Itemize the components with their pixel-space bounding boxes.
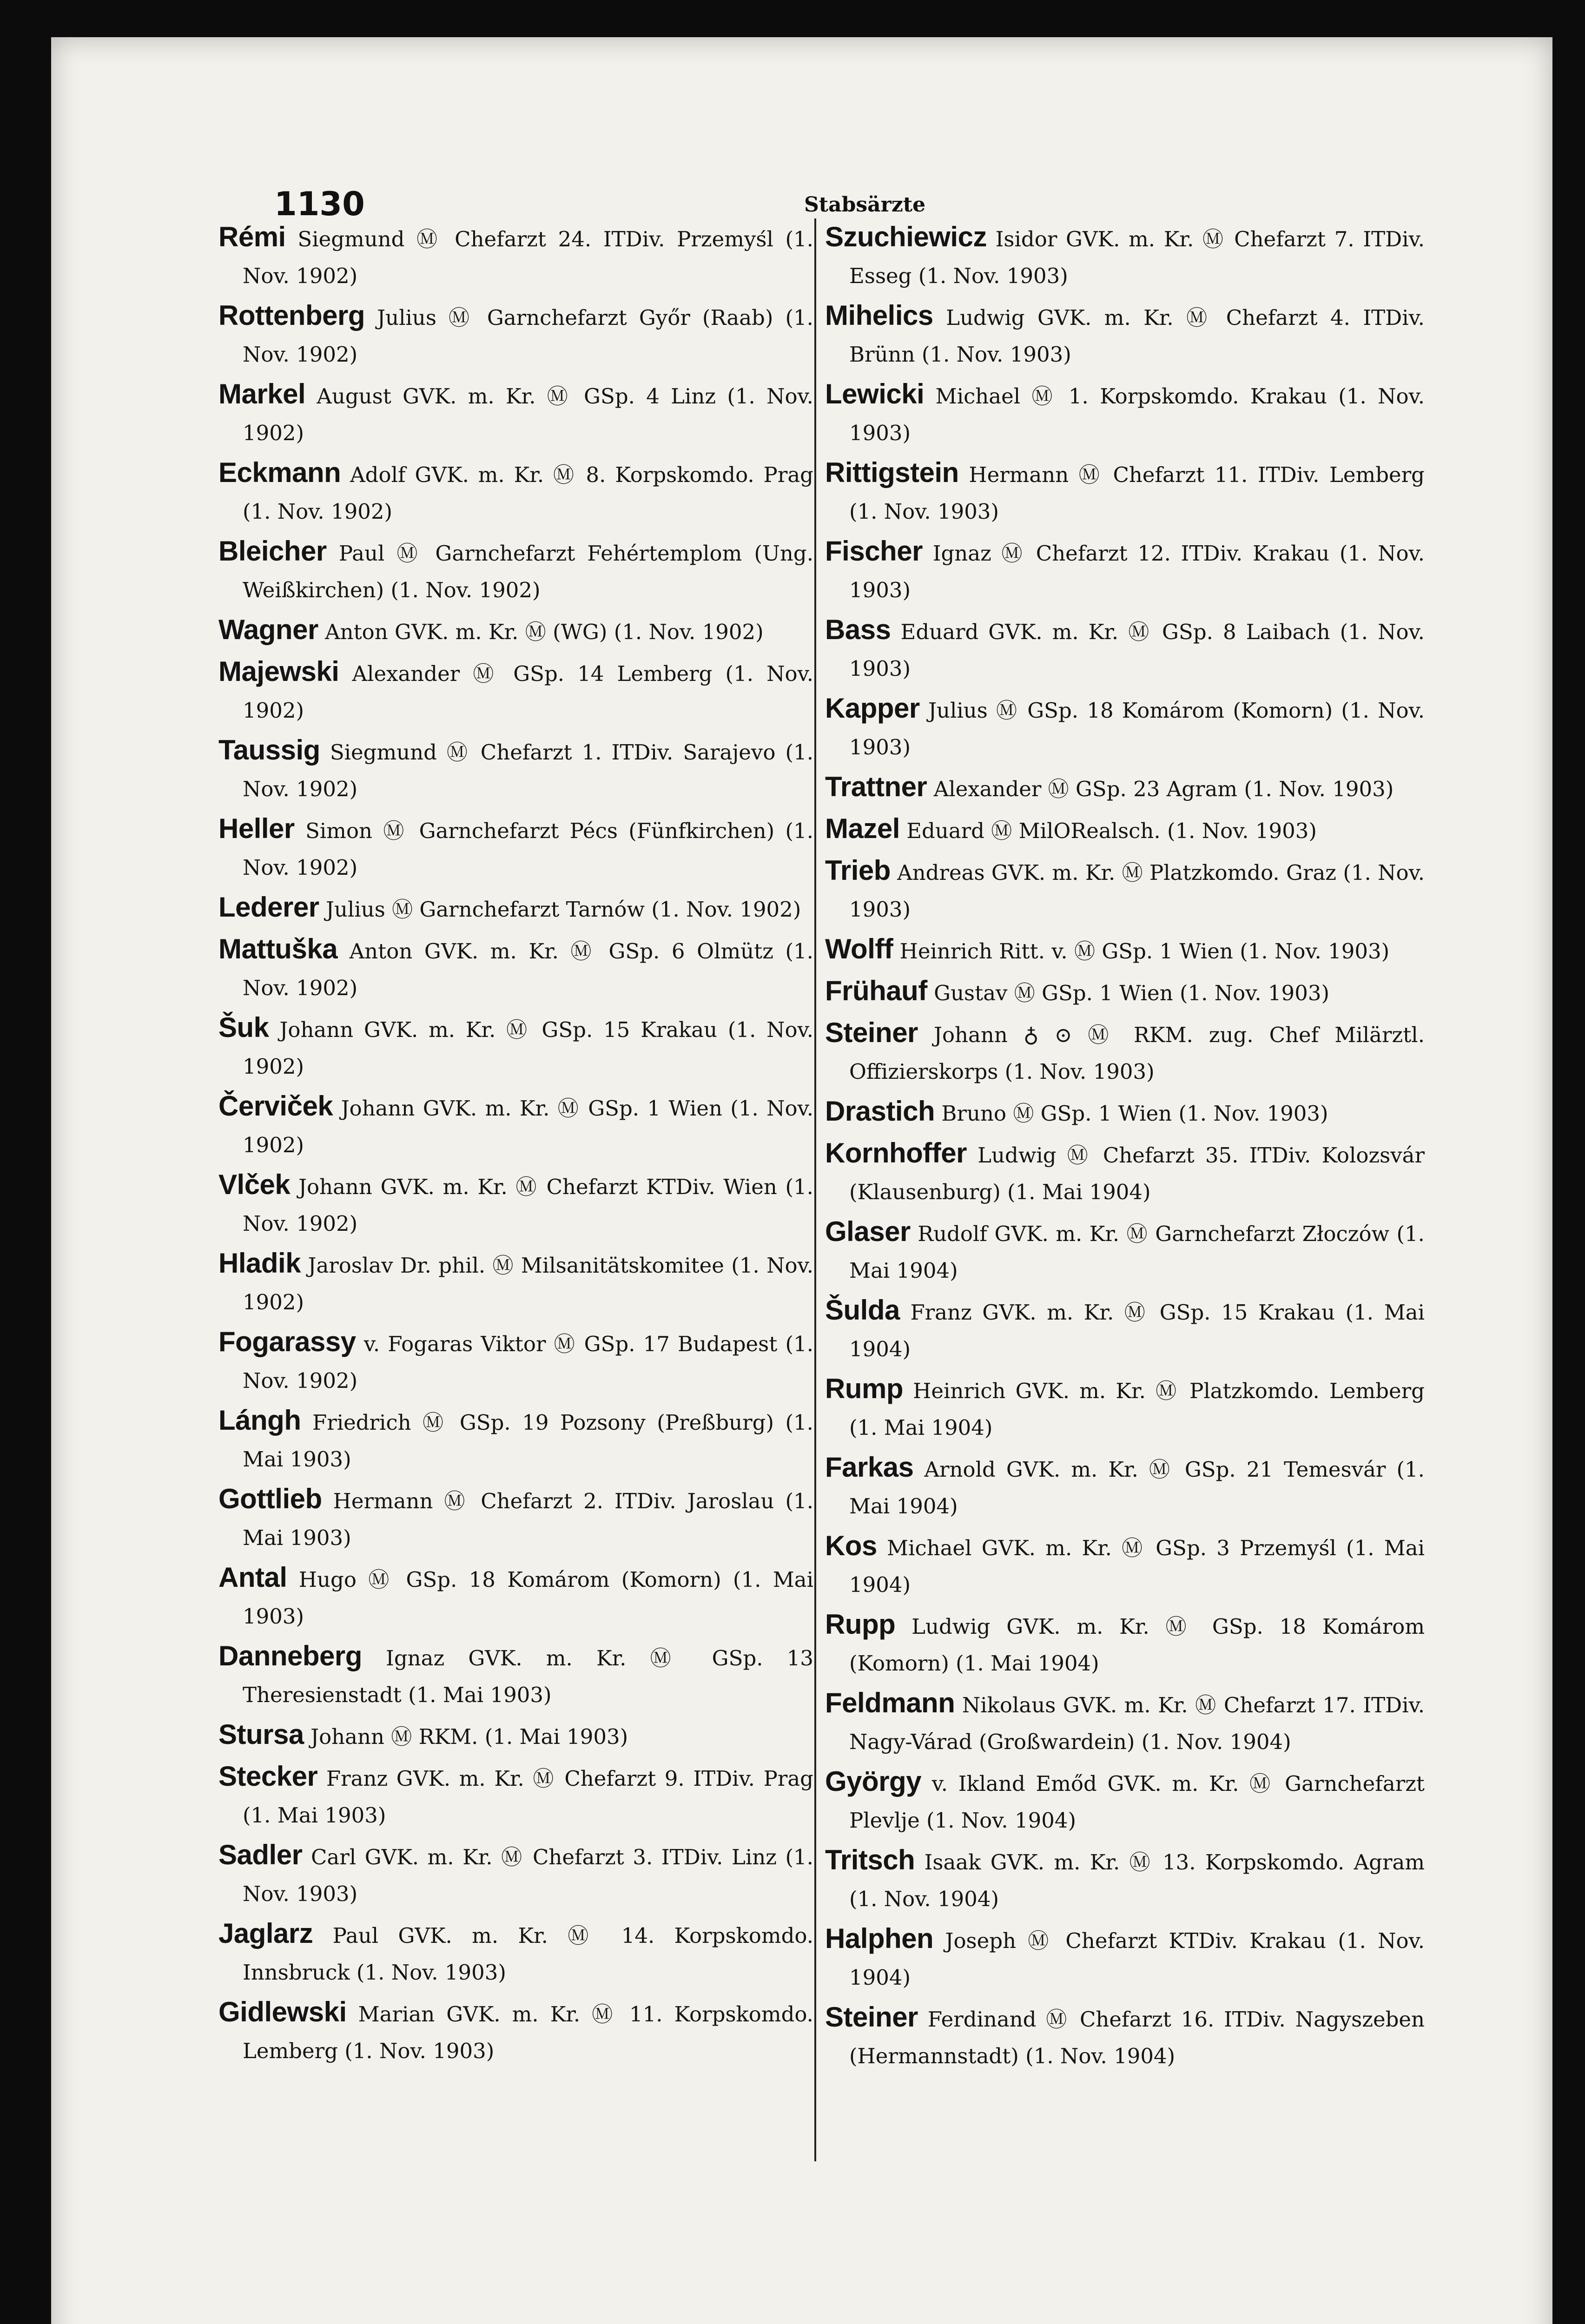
entry-surname: Steiner: [825, 1017, 918, 1048]
directory-entry: [825, 1292, 1425, 1367]
entry-details: Isidor GVK. m. Kr. Ⓜ Chefarzt 7. ITDiv. Esseg (1. Nov. 1903): [849, 227, 1425, 288]
directory-entry: [825, 218, 1425, 294]
directory-entry: [218, 1166, 813, 1242]
entry-surname: Rémi: [218, 221, 286, 252]
entry-surname: Markel: [218, 378, 306, 409]
entry-details: Ignaz GVK. m. Kr. Ⓜ GSp. 13 Theresienstadt (1. Mai 1903): [243, 1646, 813, 1707]
entry-surname: Mihelics: [825, 300, 933, 331]
entry-surname: Antal: [218, 1562, 287, 1593]
entry-surname: Vlček: [218, 1169, 291, 1200]
entry-details: Rudolf GVK. m. Kr. Ⓜ Garnchefarzt Złoczów (1. Mai 1904): [849, 1221, 1425, 1283]
directory-entry: [825, 297, 1425, 373]
directory-entry: [825, 376, 1425, 451]
entry-surname: Lángh: [218, 1405, 301, 1436]
entry-surname: Farkas: [825, 1452, 914, 1483]
directory-entry: [825, 533, 1425, 608]
entry-surname: Bleicher: [218, 535, 327, 567]
entry-details: Anton GVK. m. Kr. Ⓜ GSp. 6 Olmütz (1. Nov. 1902): [243, 939, 813, 1000]
entry-surname: Feldmann: [825, 1687, 955, 1718]
entry-details: v. Fogaras Viktor Ⓜ GSp. 17 Budapest (1. Nov. 1902): [243, 1332, 813, 1393]
entry-surname: Danneberg: [218, 1640, 362, 1671]
entry-surname: Sadler: [218, 1839, 303, 1870]
directory-entry: [825, 1135, 1425, 1210]
directory-entry: [825, 1093, 1425, 1132]
entry-surname: Mattuška: [218, 933, 338, 964]
directory-entry: [218, 454, 813, 530]
directory-entry: [218, 1088, 813, 1163]
entry-details: Hermann Ⓜ Chefarzt 11. ITDiv. Lemberg (1. Nov. 1903): [849, 462, 1425, 524]
entry-details: Ludwig Ⓜ Chefarzt 35. ITDiv. Kolozsvár (Klausenburg) (1. Mai 1904): [849, 1143, 1425, 1204]
entry-details: Siegmund Ⓜ Chefarzt 1. ITDiv. Sarajevo (1. Nov. 1902): [243, 740, 813, 801]
entry-details: August GVK. m. Kr. Ⓜ GSp. 4 Linz (1. Nov. 1902): [243, 384, 813, 445]
entry-surname: Wagner: [218, 614, 318, 645]
entry-details: Joseph Ⓜ Chefarzt KTDiv. Krakau (1. Nov. 1904): [849, 1928, 1425, 1990]
entry-details: Siegmund Ⓜ Chefarzt 24. ITDiv. Przemyśl (1. Nov. 1902): [243, 227, 813, 288]
page-number: 1130: [274, 185, 365, 223]
directory-entry: [825, 1370, 1425, 1446]
entry-details: Ignaz Ⓜ Chefarzt 12. ITDiv. Krakau (1. Nov. 1903): [849, 541, 1425, 602]
directory-entry: [825, 454, 1425, 530]
entry-details: Marian GVK. m. Kr. Ⓜ 11. Korpskomdo. Lemberg (1. Nov. 1903): [243, 2002, 813, 2063]
directory-entry: [218, 1323, 813, 1399]
directory-entry: [218, 1009, 813, 1085]
entry-surname: Lederer: [218, 891, 319, 923]
entry-surname: Drastich: [825, 1096, 935, 1127]
entry-details: Michael Ⓜ 1. Korpskomdo. Krakau (1. Nov. 1903): [849, 384, 1425, 445]
entry-surname: Stursa: [218, 1719, 304, 1750]
entry-surname: Rottenberg: [218, 300, 365, 331]
entry-surname: Taussig: [218, 734, 320, 766]
entry-surname: Jaglarz: [218, 1918, 313, 1949]
entry-details: Franz GVK. m. Kr. Ⓜ Chefarzt 9. ITDiv. Prag (1. Mai 1903): [243, 1766, 813, 1828]
entry-surname: Trattner: [825, 771, 927, 802]
entry-surname: Eckmann: [218, 457, 341, 488]
directory-entry: [218, 1716, 813, 1755]
entry-surname: Heller: [218, 813, 295, 844]
entry-surname: Szuchiewicz: [825, 221, 987, 252]
directory-entry: [218, 1758, 813, 1834]
directory-entry: [218, 1836, 813, 1912]
entry-details: Ludwig GVK. m. Kr. Ⓜ GSp. 18 Komárom (Komorn) (1. Mai 1904): [849, 1614, 1425, 1676]
directory-entry: [825, 1999, 1425, 2074]
entry-surname: Rupp: [825, 1609, 896, 1640]
entry-details: Johann ♁ ⊙ Ⓜ RKM. zug. Chef Milärztl. Offizierskorps (1. Nov. 1903): [849, 1023, 1425, 1084]
right-column: [825, 218, 1425, 2180]
entry-surname: György: [825, 1766, 922, 1797]
entry-details: Gustav Ⓜ GSp. 1 Wien (1. Nov. 1903): [927, 981, 1330, 1005]
directory-entry: [825, 852, 1425, 928]
entry-surname: Trieb: [825, 855, 891, 886]
entry-details: Heinrich GVK. m. Kr. Ⓜ Platzkomdo. Lemberg (1. Mai 1904): [849, 1379, 1425, 1440]
entry-details: Jaroslav Dr. phil. Ⓜ Milsanitätskomitee (1. Nov. 1902): [243, 1253, 813, 1314]
directory-entry: [218, 297, 813, 373]
entry-details: Alexander Ⓜ GSp. 14 Lemberg (1. Nov. 1902): [243, 661, 813, 723]
directory-entry: [825, 1606, 1425, 1682]
entry-details: Simon Ⓜ Garnchefarzt Pécs (Fünfkirchen) (1. Nov. 1902): [243, 819, 813, 880]
entry-details: Eduard Ⓜ MilORealsch. (1. Nov. 1903): [899, 819, 1317, 843]
entry-surname: Stecker: [218, 1761, 318, 1792]
column-divider: [814, 218, 816, 2161]
directory-entry: [825, 768, 1425, 807]
directory-entry: [825, 690, 1425, 766]
entry-details: Isaak GVK. m. Kr. Ⓜ 13. Korpskomdo. Agram (1. Nov. 1904): [849, 1850, 1425, 1911]
directory-entry: [218, 1402, 813, 1478]
entry-details: Johann GVK. m. Kr. Ⓜ GSp. 15 Krakau (1. Nov. 1902): [243, 1017, 813, 1079]
directory-entry: [825, 1014, 1425, 1090]
directory-entry: [825, 972, 1425, 1011]
directory-entry: [825, 1213, 1425, 1289]
directory-entry: [218, 533, 813, 608]
directory-entry: [218, 931, 813, 1006]
entry-surname: Fogarassy: [218, 1326, 356, 1357]
directory-entry: [825, 611, 1425, 687]
entry-surname: Glaser: [825, 1216, 911, 1247]
entry-details: Arnold GVK. m. Kr. Ⓜ GSp. 21 Temesvár (1. Mai 1904): [849, 1457, 1425, 1519]
entry-details: Bruno Ⓜ GSp. 1 Wien (1. Nov. 1903): [935, 1101, 1328, 1126]
directory-entry: [218, 1559, 813, 1635]
directory-entry: [825, 810, 1425, 849]
entry-details: Nikolaus GVK. m. Kr. Ⓜ Chefarzt 17. ITDiv. Nagy-Várad (Großwardein) (1. Nov. 1904): [849, 1693, 1425, 1754]
directory-entry: [218, 1637, 813, 1713]
entry-surname: Bass: [825, 614, 891, 645]
directory-entry: [218, 1915, 813, 1991]
entry-details: Hugo Ⓜ GSp. 18 Komárom (Komorn) (1. Mai 1903): [243, 1567, 813, 1629]
directory-entry: [218, 611, 813, 650]
entry-details: Ludwig GVK. m. Kr. Ⓜ Chefarzt 4. ITDiv. Brünn (1. Nov. 1903): [849, 305, 1425, 367]
entry-details: Carl GVK. m. Kr. Ⓜ Chefarzt 3. ITDiv. Linz (1. Nov. 1903): [243, 1845, 813, 1906]
entry-details: Johann Ⓜ RKM. (1. Mai 1903): [304, 1724, 628, 1749]
entry-details: Julius Ⓜ Garnchefarzt Győr (Raab) (1. Nov. 1902): [243, 305, 813, 367]
entry-surname: Kornhoffer: [825, 1137, 967, 1169]
entry-details: v. Ikland Emőd GVK. m. Kr. Ⓜ Garnchefarzt Plevlje (1. Nov. 1904): [849, 1771, 1425, 1833]
directory-entry: [825, 1449, 1425, 1525]
directory-entry: [825, 1842, 1425, 1917]
directory-entry: [825, 931, 1425, 970]
entry-details: Ferdinand Ⓜ Chefarzt 16. ITDiv. Nagyszeben (Hermannstadt) (1. Nov. 1904): [849, 2007, 1425, 2068]
entry-surname: Majewski: [218, 656, 339, 687]
directory-entry: [825, 1684, 1425, 1760]
entry-details: Adolf GVK. m. Kr. Ⓜ 8. Korpskomdo. Prag (1. Nov. 1902): [243, 462, 813, 524]
entry-details: Friedrich Ⓜ GSp. 19 Pozsony (Preßburg) (1. Mai 1903): [243, 1410, 813, 1472]
entry-details: Franz GVK. m. Kr. Ⓜ GSp. 15 Krakau (1. Mai 1904): [849, 1300, 1425, 1361]
directory-entry: [218, 1994, 813, 2069]
entry-surname: Lewicki: [825, 378, 925, 409]
directory-entry: [218, 376, 813, 451]
entry-details: Alexander Ⓜ GSp. 23 Agram (1. Nov. 1903): [927, 777, 1394, 801]
entry-details: Anton GVK. m. Kr. Ⓜ (WG) (1. Nov. 1902): [318, 620, 764, 644]
entry-details: Hermann Ⓜ Chefarzt 2. ITDiv. Jaroslau (1. Mai 1903): [243, 1489, 813, 1550]
entry-details: Michael GVK. m. Kr. Ⓜ GSp. 3 Przemyśl (1. Mai 1904): [849, 1536, 1425, 1597]
entry-surname: Kapper: [825, 693, 920, 724]
entry-details: Heinrich Ritt. v. Ⓜ GSp. 1 Wien (1. Nov. 1903): [893, 939, 1390, 964]
entry-details: Andreas GVK. m. Kr. Ⓜ Platzkomdo. Graz (1. Nov. 1903): [849, 860, 1425, 922]
entry-details: Eduard GVK. m. Kr. Ⓜ GSp. 8 Laibach (1. Nov. 1903): [849, 620, 1425, 681]
entry-surname: Šulda: [825, 1294, 900, 1326]
entry-surname: Rittigstein: [825, 457, 959, 488]
entry-details: Johann GVK. m. Kr. Ⓜ Chefarzt KTDiv. Wien (1. Nov. 1902): [243, 1175, 813, 1236]
entry-surname: Kos: [825, 1530, 877, 1561]
entry-surname: Fischer: [825, 535, 923, 567]
directory-entry: [218, 732, 813, 807]
entry-surname: Gidlewski: [218, 1996, 347, 2027]
directory-entry: [218, 218, 813, 294]
entry-surname: Steiner: [825, 2001, 918, 2033]
entry-details: Paul GVK. m. Kr. Ⓜ 14. Korpskomdo. Innsbruck (1. Nov. 1903): [243, 1923, 813, 1985]
running-title: Stabsärzte: [804, 193, 926, 217]
directory-entry: [218, 653, 813, 729]
directory-entry: [825, 1763, 1425, 1839]
entry-surname: Hladik: [218, 1248, 301, 1279]
entry-surname: Frühauf: [825, 975, 927, 1006]
entry-details: Julius Ⓜ Garnchefarzt Tarnów (1. Nov. 1902): [319, 897, 801, 922]
directory-entry: [218, 1480, 813, 1556]
entry-surname: Rump: [825, 1373, 903, 1404]
entry-surname: Wolff: [825, 933, 893, 964]
entry-surname: Šuk: [218, 1012, 269, 1043]
directory-entry: [218, 810, 813, 886]
directory-entry: [825, 1920, 1425, 1996]
directory-entry: [218, 1245, 813, 1320]
entry-details: Julius Ⓜ GSp. 18 Komárom (Komorn) (1. Nov. 1903): [849, 698, 1425, 759]
entry-surname: Halphen: [825, 1923, 934, 1954]
entry-surname: Tritsch: [825, 1844, 915, 1875]
entry-surname: Červiček: [218, 1090, 333, 1122]
directory-entry: [218, 889, 813, 928]
entry-details: Paul Ⓜ Garnchefarzt Fehértemplom (Ung. Weißkirchen) (1. Nov. 1902): [243, 541, 813, 602]
left-column: [218, 218, 813, 2180]
entry-surname: Gottlieb: [218, 1483, 322, 1514]
directory-entry: [825, 1527, 1425, 1603]
entry-details: Johann GVK. m. Kr. Ⓜ GSp. 1 Wien (1. Nov. 1902): [243, 1096, 813, 1157]
entry-surname: Mazel: [825, 813, 900, 844]
